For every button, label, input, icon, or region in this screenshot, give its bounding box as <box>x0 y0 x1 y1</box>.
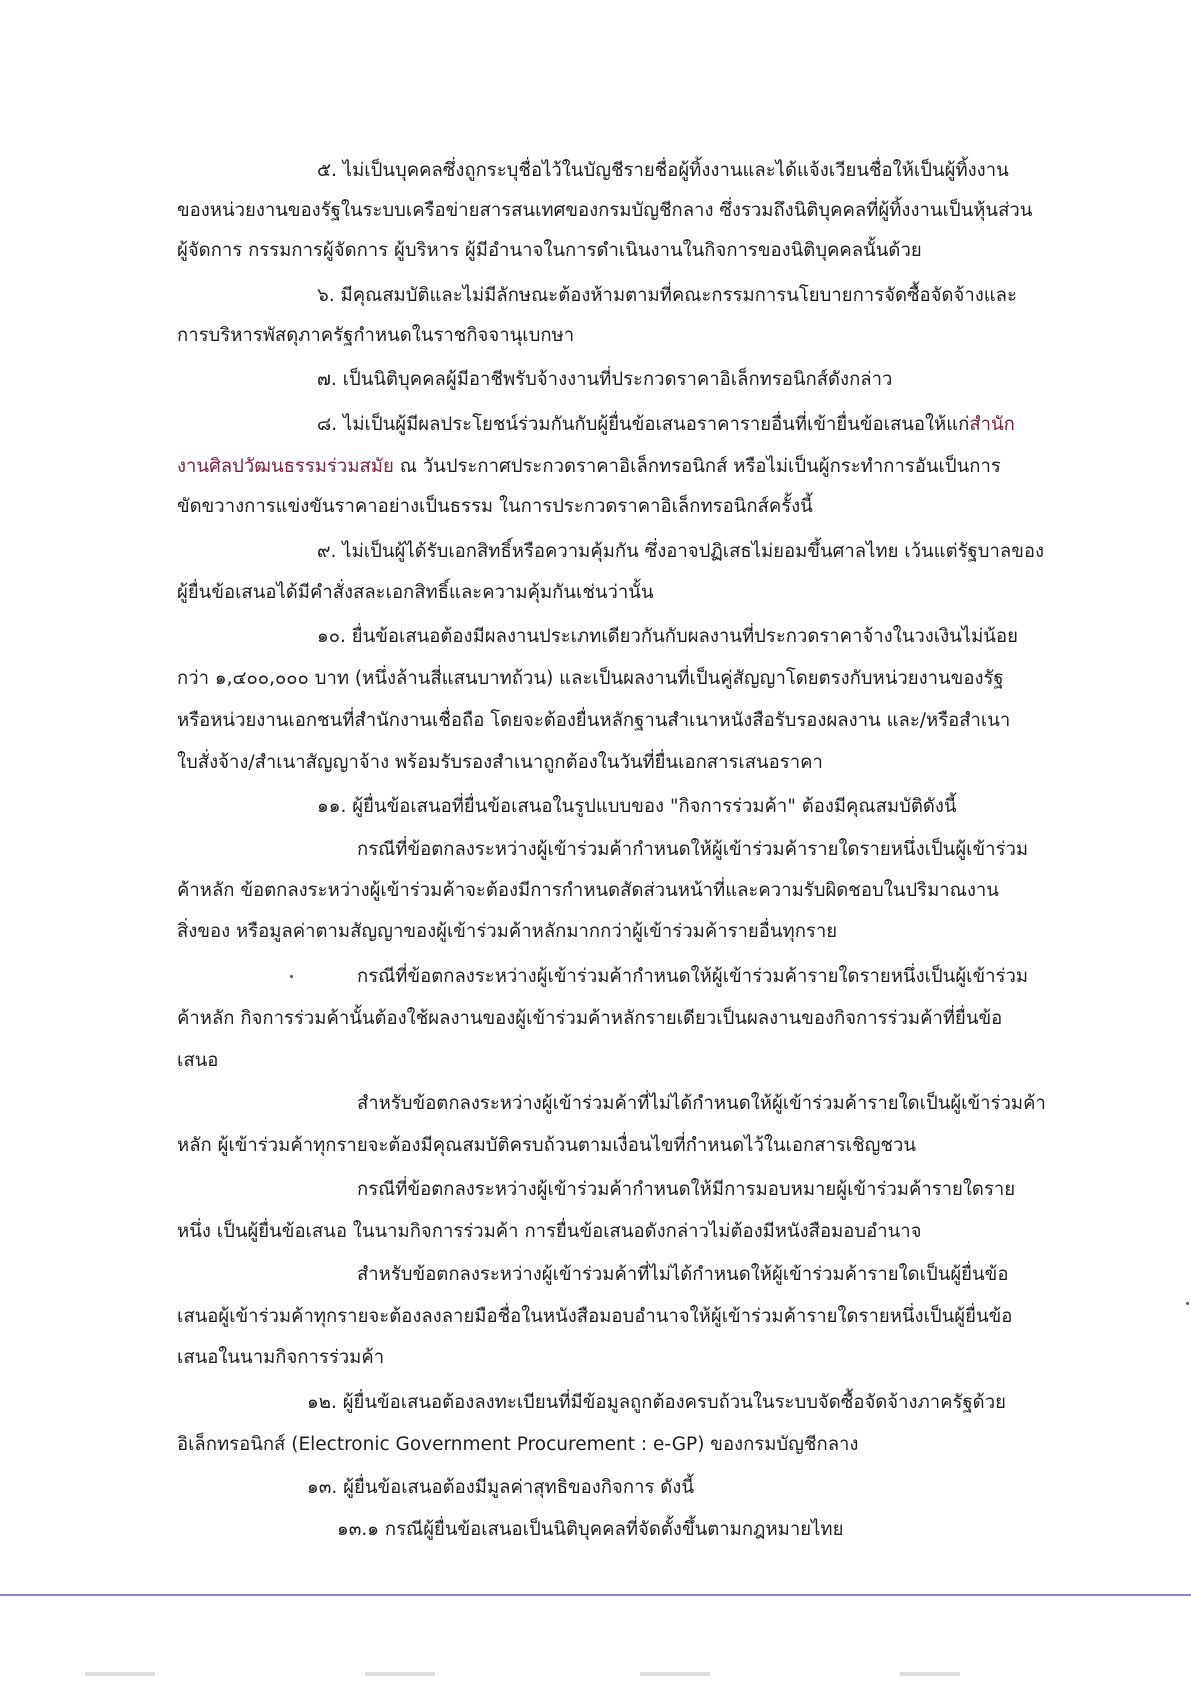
clause-11-case-3-line-1: สำหรับข้อตกลงระหว่างผู้เข้าร่วมค้าที่ไม่ได้กำหนดให้ผู้เข้าร่วมค้ารายใดเป็นผู้เข้าร่วมค้า <box>357 1093 1046 1114</box>
clause-6-line-1: ๖. มีคุณสมบัติและไม่มีลักษณะต้องห้ามตามที่คณะกรรมการนโยบายการจัดซื้อจัดจ้างและ <box>317 285 1017 306</box>
clause-11-case-1-line-2: ค้าหลัก ข้อตกลงระหว่างผู้เข้าร่วมค้าจะต้องมีการกำหนดสัดส่วนหน้าที่และความรับผิดชอบในปริมาณงาน <box>177 880 999 901</box>
clause-11-case-3-line-2: หลัก ผู้เข้าร่วมค้าทุกรายจะต้องมีคุณสมบัติครบถ้วนตามเงื่อนไขที่กำหนดไว้ในเอกสารเชิญชวน <box>177 1135 917 1156</box>
clause-8-line-3: ขัดขวางการแข่งขันราคาอย่างเป็นธรรม ในการประกวดราคาอิเล็กทรอนิกส์ครั้งนี้ <box>177 496 813 517</box>
clause-11-case-5-line-2: เสนอผู้เข้าร่วมค้าทุกรายจะต้องลงลายมือชื่อในหนังสือมอบอำนาจให้ผู้เข้าร่วมค้ารายใดรายหนึ่งเป็นผู้ยื่นข้อ <box>177 1306 1013 1327</box>
clause-8-line-2 <box>177 452 1001 482</box>
page-footer-divider <box>0 1594 1191 1596</box>
clause-7-line-1: ๗. เป็นนิติบุคคลผู้มีอาชีพรับจ้างงานที่ประกวดราคาอิเล็กทรอนิกส์ดังกล่าว <box>317 369 893 390</box>
clause-11-case-5-line-3: เสนอในนามกิจการร่วมค้า <box>177 1347 385 1368</box>
scan-smudge <box>85 1672 155 1676</box>
clause-8-text-2: ณ วันประกาศประกวดราคาอิเล็กทรอนิกส์ หรือไม่เป็นผู้กระทำการอันเป็นการ <box>393 456 1001 477</box>
clause-9-line-2: ผู้ยื่นข้อเสนอได้มีคำสั่งสละเอกสิทธิ์และความคุ้มกันเช่นว่านั้น <box>177 582 654 603</box>
clause-13-1-line-1: ๑๓.๑ กรณีผู้ยื่นข้อเสนอเป็นนิติบุคคลที่จัดตั้งขึ้นตามกฎหมายไทย <box>337 1519 844 1540</box>
clause-10-line-1: ๑๐. ยื่นข้อเสนอต้องมีผลงานประเภทเดียวกันกับผลงานที่ประกวดราคาจ้างในวงเงินไม่น้อย <box>317 626 1018 647</box>
clause-8-line-1 <box>317 410 1015 440</box>
clause-10-line-4: ใบสั่งจ้าง/สำเนาสัญญาจ้าง พร้อมรับรองสำเนาถูกต้องในวันที่ยื่นเอกสารเสนอราคา <box>177 752 823 773</box>
clause-5-line-3: ผู้จัดการ กรรมการผู้จัดการ ผู้บริหาร ผู้มีอำนาจในการดำเนินงานในกิจการของนิติบุคคลนั้นด้วย <box>177 240 922 261</box>
agency-name-part-1: สำนัก <box>969 414 1015 435</box>
scan-speck <box>290 975 293 978</box>
scan-smudge <box>900 1672 960 1676</box>
clause-11-case-1-line-1: กรณีที่ข้อตกลงระหว่างผู้เข้าร่วมค้ากำหนดให้ผู้เข้าร่วมค้ารายใดรายหนึ่งเป็นผู้เข้าร่วม <box>357 839 1029 860</box>
clause-11-line-1: ๑๑. ผู้ยื่นข้อเสนอที่ยื่นข้อเสนอในรูปแบบของ "กิจการร่วมค้า" ต้องมีคุณสมบัติดังนี้ <box>317 796 957 817</box>
clause-9-line-1: ๙. ไม่เป็นผู้ได้รับเอกสิทธิ์หรือความคุ้มกัน ซึ่งอาจปฏิเสธไม่ยอมขึ้นศาลไทย เว้นแต่รัฐบาลของ <box>317 541 1044 562</box>
clause-12-line-2: อิเล็กทรอนิกส์ (Electronic Government Procurement : e-GP) ของกรมบัญชีกลาง <box>177 1434 859 1455</box>
clause-8-text: ๘. ไม่เป็นผู้มีผลประโยชน์ร่วมกันกับผู้ยื่นข้อเสนอราคารายอื่นที่เข้ายื่นข้อเสนอให้แก่ <box>317 414 970 435</box>
clause-11-case-4-line-1: กรณีที่ข้อตกลงระหว่างผู้เข้าร่วมค้ากำหนดให้มีการมอบหมายผู้เข้าร่วมค้ารายใดราย <box>357 1179 1016 1200</box>
clause-11-case-4-line-2: หนึ่ง เป็นผู้ยื่นข้อเสนอ ในนามกิจการร่วมค้า การยื่นข้อเสนอดังกล่าวไม่ต้องมีหนังสือมอบอำนาจ <box>177 1221 922 1242</box>
clause-11-case-2-line-1: กรณีที่ข้อตกลงระหว่างผู้เข้าร่วมค้ากำหนดให้ผู้เข้าร่วมค้ารายใดรายหนึ่งเป็นผู้เข้าร่วม <box>357 966 1029 987</box>
scan-smudge <box>365 1672 435 1676</box>
clause-13-line-1: ๑๓. ผู้ยื่นข้อเสนอต้องมีมูลค่าสุทธิของกิจการ ดังนี้ <box>307 1477 694 1498</box>
clause-11-case-1-line-3: สิ่งของ หรือมูลค่าตามสัญญาของผู้เข้าร่วมค้าหลักมากกว่าผู้เข้าร่วมค้ารายอื่นทุกราย <box>177 921 838 942</box>
scan-smudge <box>640 1672 710 1676</box>
clause-11-case-5-line-1: สำหรับข้อตกลงระหว่างผู้เข้าร่วมค้าที่ไม่ได้กำหนดให้ผู้เข้าร่วมค้ารายใดเป็นผู้ยื่นข้อ <box>357 1264 1009 1285</box>
clause-10-line-3: หรือหน่วยงานเอกชนที่สำนักงานเชื่อถือ โดยจะต้องยื่นหลักฐานสำเนาหนังสือรับรองผลงาน และ/หรือสำเนา <box>177 710 1011 731</box>
clause-5-line-1: ๕. ไม่เป็นบุคคลซึ่งถูกระบุชื่อไว้ในบัญชีรายชื่อผู้ทิ้งงานและได้แจ้งเวียนชื่อให้เป็นผู้ทิ้งงาน <box>317 160 1009 181</box>
clause-6-line-2: การบริหารพัสดุภาครัฐกำหนดในราชกิจจานุเบกษา <box>177 325 575 346</box>
clause-5-line-2: ของหน่วยงานของรัฐในระบบเครือข่ายสารสนเทศของกรมบัญชีกลาง ซึ่งรวมถึงนิติบุคคลที่ผู้ทิ้งงานเป็นหุ้นส่วน <box>177 200 1033 221</box>
scan-speck <box>1186 1302 1189 1305</box>
agency-name-part-2: งานศิลปวัฒนธรรมร่วมสมัย <box>177 456 394 477</box>
clause-11-case-2-line-2: ค้าหลัก กิจการร่วมค้านั้นต้องใช้ผลงานของผู้เข้าร่วมค้าหลักรายเดียวเป็นผลงานของกิจการร่วมค้าที่ยื่นข้อ <box>177 1008 1003 1029</box>
clause-11-case-2-line-3: เสนอ <box>177 1050 219 1071</box>
clause-10-line-2: กว่า ๑,๔๐๐,๐๐๐ บาท (หนึ่งล้านสี่แสนบาทถ้วน) และเป็นผลงานที่เป็นคู่สัญญาโดยตรงกับหน่วยงานของรัฐ <box>177 668 1004 689</box>
clause-12-line-1: ๑๒. ผู้ยื่นข้อเสนอต้องลงทะเบียนที่มีข้อมูลถูกต้องครบถ้วนในระบบจัดซื้อจัดจ้างภาครัฐด้วย <box>307 1392 1006 1413</box>
